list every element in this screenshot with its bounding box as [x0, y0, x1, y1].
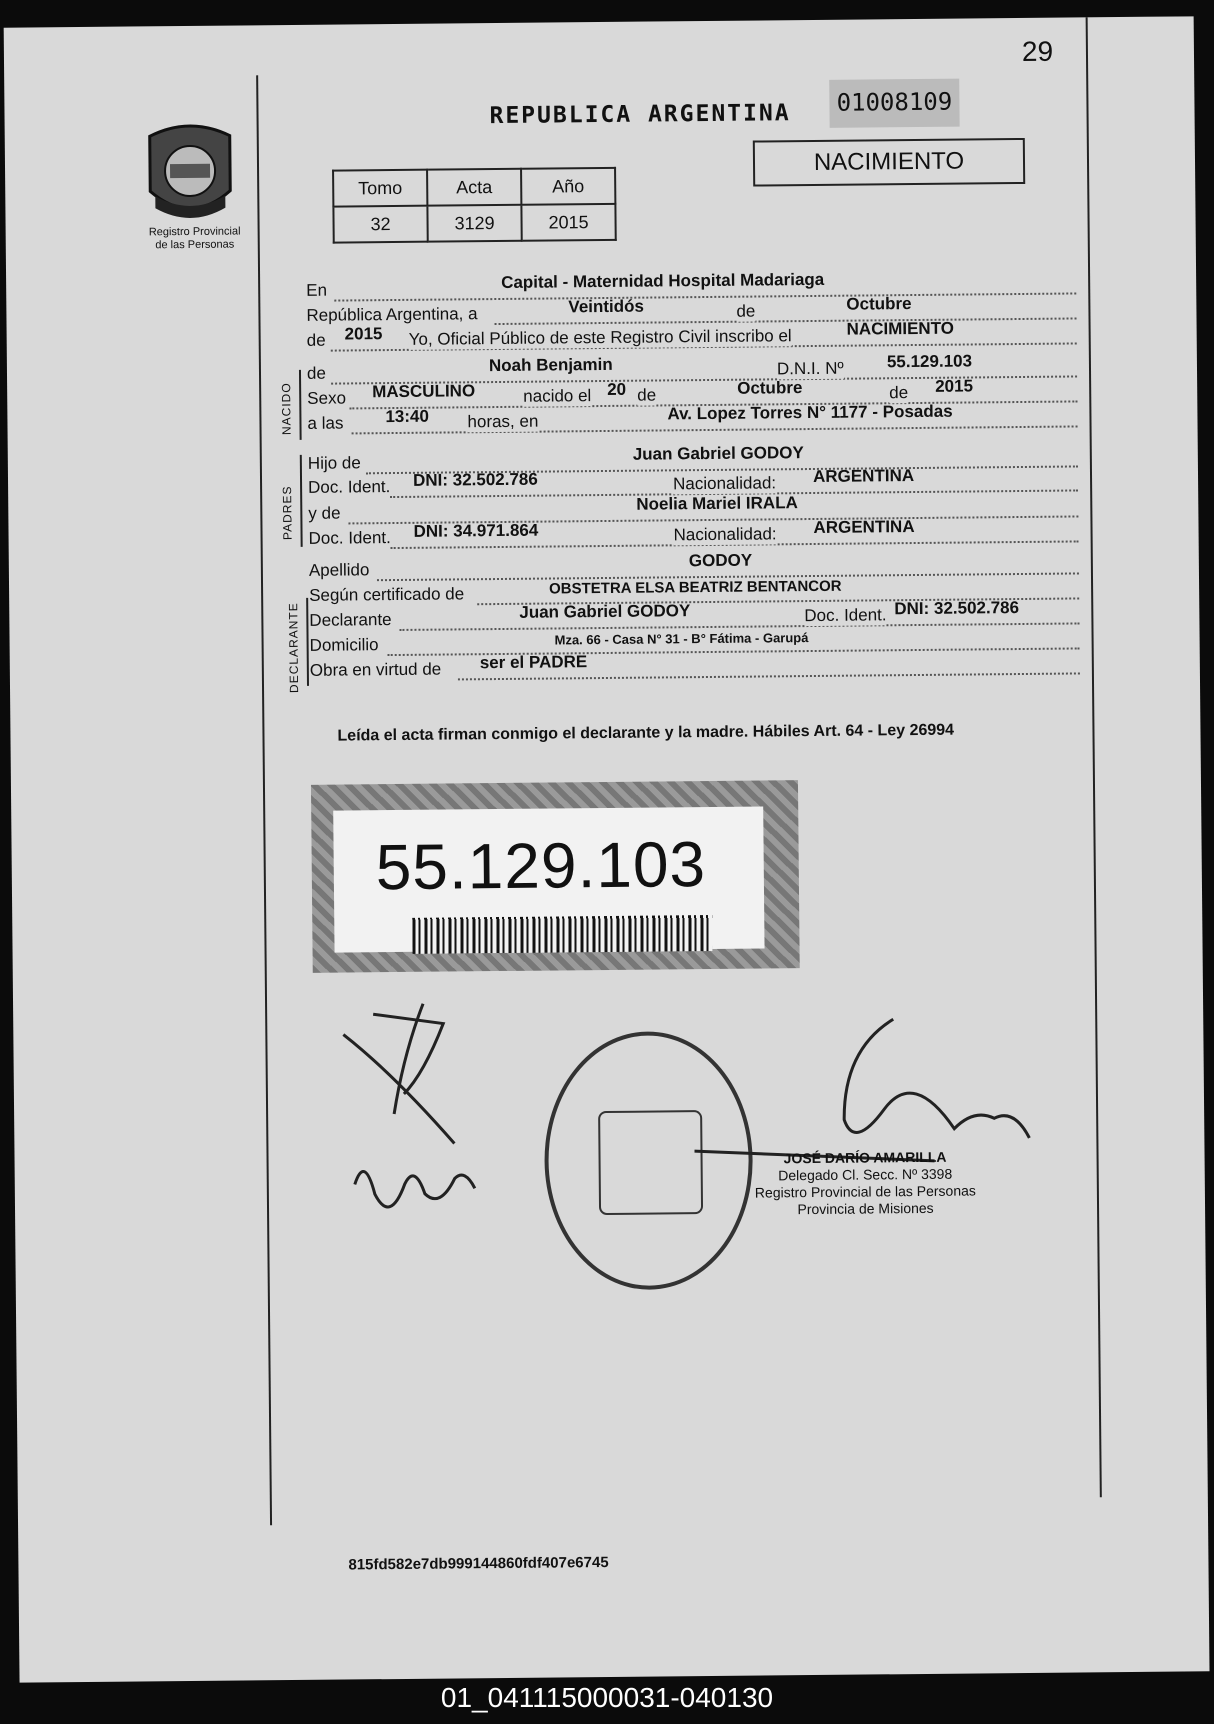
- apellido-value: GODOY: [688, 550, 753, 571]
- label-apellido: Apellido: [308, 560, 370, 580]
- label-yde: y de: [308, 503, 341, 523]
- row-apellido: [309, 552, 1079, 581]
- obra-value: ser el PADRE: [479, 652, 588, 673]
- decl-doc-value: DNI: 32.502.786: [894, 598, 1020, 619]
- label-inscribo: Yo, Oficial Público de este Registro Civil inscribo el: [408, 326, 792, 349]
- label-en: En: [306, 280, 328, 300]
- side-label-declarante: DECLARANTE: [286, 602, 302, 694]
- row-declarante: [309, 598, 1079, 631]
- time-value: 13:40: [385, 406, 429, 427]
- row-place: [306, 269, 1076, 301]
- page-number: 29: [1021, 35, 1054, 67]
- side-label-padres: PADRES: [280, 485, 295, 541]
- logo-caption-line1: Registro Provincial: [148, 225, 241, 239]
- official-stamp: [754, 1148, 976, 1218]
- father-nat-value: ARGENTINA: [812, 466, 915, 486]
- document-hash: 815fd582e7db999144860fdf407e6745: [348, 1554, 609, 1574]
- tomo-value: 32: [333, 206, 427, 243]
- left-margin-line: [256, 75, 272, 1525]
- father-doc-value: DNI: 32.502.786: [412, 469, 538, 490]
- dni-value: 55.129.103: [886, 351, 973, 372]
- label-nacionalidad2: Nacionalidad:: [673, 524, 777, 545]
- mother-nat-value: ARGENTINA: [813, 517, 915, 537]
- label-nacido: nacido el: [523, 386, 592, 406]
- label-horas: horas, en: [467, 411, 539, 432]
- row-domicilio: [310, 627, 1080, 656]
- dotted-line: [458, 672, 1080, 680]
- seal-coat-of-arms-icon: [598, 1110, 703, 1215]
- label-doc2: Doc. Ident.: [308, 528, 391, 548]
- label-de3: de: [306, 363, 327, 383]
- label-domicilio: Domicilio: [309, 635, 379, 655]
- mother-value: Noelia Mariel IRALA: [636, 493, 798, 514]
- birth-month-value: Octubre: [737, 378, 803, 398]
- tomo-header: Tomo: [333, 170, 427, 207]
- event-value: NACIMIENTO: [846, 318, 955, 339]
- barcode: [412, 915, 712, 954]
- name-value: Noah Benjamin: [488, 354, 613, 376]
- bracket-nacido: [299, 370, 302, 440]
- official-role: Delegado Cl. Secc. Nº 3398: [778, 1165, 953, 1184]
- dotted-line: [352, 425, 1078, 434]
- birth-day-value: 20: [607, 379, 627, 399]
- anio-value: 2015: [521, 204, 615, 241]
- anio-header: Año: [521, 168, 615, 205]
- bracket-padres: [300, 455, 303, 547]
- label-republica: República Argentina, a: [306, 304, 478, 325]
- label-birth-de: de: [637, 385, 657, 405]
- domicilio-value: Mza. 66 - Casa N° 31 - B° Fátima - Garupá: [554, 630, 809, 648]
- certificate-page: [4, 16, 1210, 1682]
- country-title: REPUBLICA ARGENTINA: [489, 100, 791, 130]
- closing-text: Leída el acta firman conmigo el declarante y la madre. Hábiles Art. 64 - Ley 26994: [337, 721, 955, 745]
- act-type-box: NACIMIENTO: [753, 138, 1025, 187]
- declarante-value: Juan Gabriel GODOY: [519, 601, 691, 622]
- day-value: Veintidós: [568, 296, 645, 317]
- row-obra: [310, 652, 1080, 681]
- label-decl-doc: Doc. Ident.: [804, 605, 887, 626]
- label-segun: Según certificado de: [309, 584, 465, 605]
- sticker-dni-number: 55.129.103: [375, 828, 707, 904]
- month-value: Octubre: [846, 294, 912, 314]
- label-de2: de: [306, 330, 326, 350]
- label-doc: Doc. Ident.: [308, 477, 391, 497]
- row-mother: [308, 495, 1078, 524]
- declarant-signature: [333, 993, 485, 1254]
- row-time: [307, 401, 1077, 434]
- father-value: Juan Gabriel GODOY: [632, 443, 804, 464]
- row-date: [306, 294, 1076, 326]
- place-value: Capital - Maternidad Hospital Madariaga: [501, 269, 825, 292]
- scan-filename-caption: 01_041115000031-040130: [440, 1682, 774, 1713]
- label-sexo: Sexo: [307, 388, 347, 408]
- official-name: JOSÉ DARÍO AMARILLA: [783, 1148, 947, 1167]
- label-alas: a las: [307, 413, 344, 433]
- sticker-label: [333, 806, 764, 952]
- row-mother-doc: [308, 517, 1078, 549]
- birth-year-value: 2015: [935, 376, 974, 396]
- sex-value: MASCULINO: [372, 381, 476, 402]
- label-obra: Obra en virtud de: [309, 659, 442, 680]
- dni-sticker: [311, 780, 800, 973]
- year-value: 2015: [344, 324, 383, 344]
- serial-number-stamp: 01008109: [829, 79, 959, 128]
- label-dni: D.N.I. Nº: [776, 358, 844, 379]
- logo-caption-line2: de las Personas: [155, 238, 235, 252]
- label-hijo: Hijo de: [307, 453, 361, 473]
- acta-header: Acta: [427, 169, 521, 206]
- certificate-value: OBSTETRA ELSA BEATRIZ BENTANCOR: [549, 577, 842, 598]
- official-office: Registro Provincial de las Personas: [754, 1182, 976, 1201]
- acta-value: 3129: [427, 205, 521, 242]
- row-year: [306, 318, 1077, 351]
- label-birth-de2: de: [889, 383, 909, 403]
- label-nacionalidad: Nacionalidad:: [672, 473, 777, 494]
- label-de: de: [736, 301, 756, 321]
- birth-place-value: Av. Lopez Torres N° 1177 - Posadas: [667, 401, 953, 424]
- official-province: Provincia de Misiones: [797, 1199, 934, 1218]
- registry-table: [332, 167, 617, 244]
- right-margin-line: [1086, 17, 1102, 1497]
- label-declarante: Declarante: [309, 610, 392, 630]
- side-label-nacido: NACIDO: [279, 382, 294, 436]
- mother-doc-value: DNI: 34.971.864: [413, 520, 539, 541]
- logo-caption: [110, 225, 280, 253]
